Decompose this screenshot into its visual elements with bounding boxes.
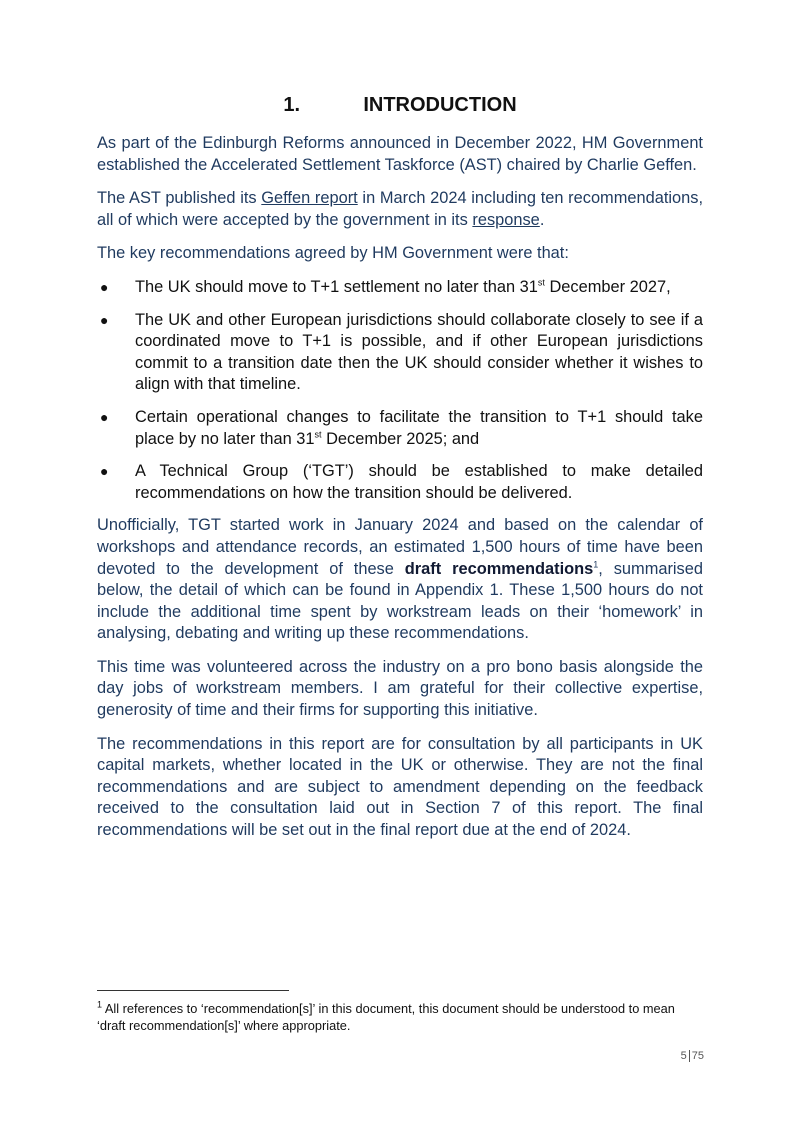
text-segment: Unofficially, TGT started work in January 2024 and based on the calendar of workshops and attendance records, an estimated 1,500 hours of time have been devoted to the development of these: [97, 516, 703, 578]
geffen-report-link[interactable]: Geffen report: [261, 189, 358, 208]
section-number: 1.: [283, 94, 301, 116]
total-pages: 75: [691, 1050, 704, 1062]
bullet-icon: ●: [100, 278, 109, 295]
list-item-text: December 2025; and: [321, 429, 480, 448]
text-segment: .: [539, 210, 545, 229]
body-text: [97, 133, 703, 854]
list-item: [97, 407, 703, 450]
list-item: [97, 310, 703, 396]
list-item: [97, 461, 703, 504]
text-segment: in March 2024 including ten recommendations, all of which were accepted by the government in its: [97, 189, 704, 229]
paragraph-key-recommendations: The key recommendations agreed by HM Government were that:: [97, 244, 569, 263]
section-title: INTRODUCTION: [363, 94, 517, 116]
ordinal-suffix: st: [537, 277, 545, 288]
footnote-marker: 1: [97, 999, 103, 1010]
draft-recommendations-term: draft recommendations: [404, 559, 594, 578]
list-item-text: The UK and other European jurisdictions should collaborate closely to see if a coordinated move to T+1 is possible, and if other European jurisdictions commit to a transition date then the UK should consider whether it wishes to align with that timeline.: [135, 310, 703, 394]
list-item-text: Certain operational changes to facilitate the transition to T+1 should take place by no later than 31: [135, 407, 703, 448]
page-separator: [689, 1050, 690, 1062]
paragraph-consultation: The recommendations in this report are for consultation by all participants in UK capital markets, whether located in the UK or otherwise. They are not the final recommendations and are subject to amendment depending on the feedback received to the consultation laid out in Section 7 of this report. The final recommendations will be set out in the final report due at the end of 2024.: [97, 734, 703, 840]
footnote-reference[interactable]: 1: [593, 559, 599, 570]
footnote: [97, 1000, 703, 1034]
text-segment: The AST published its: [97, 189, 262, 208]
bullet-icon: ●: [100, 408, 109, 425]
text-segment: , summarised below, the detail of which can be found in Appendix 1. These 1,500 hours do not include the additional time spent by workstream leads on their ‘homework’ in analysing, debating and writing up these recommendations.: [97, 559, 703, 643]
paragraph-volunteered: This time was volunteered across the industry on a pro bono basis alongside the day jobs of workstream members. I am grateful for their collective expertise, generosity of time and their firms for supporting this initiative.: [97, 657, 703, 720]
ordinal-suffix: st: [314, 429, 322, 440]
current-page: 5: [680, 1050, 687, 1062]
list-item-text: A Technical Group (‘TGT’) should be established to make detailed recommendations on how the transition should be delivered.: [135, 462, 703, 502]
list-item-text: The UK should move to T+1 settlement no later than 31: [135, 277, 538, 296]
page-number: [640, 1050, 704, 1062]
section-heading: [0, 94, 800, 117]
bullet-icon: ●: [100, 463, 109, 480]
list-item: [97, 277, 703, 299]
response-link[interactable]: response: [472, 210, 540, 229]
paragraph-intro: As part of the Edinburgh Reforms announced in December 2022, HM Government established the Accelerated Settlement Taskforce (AST) chaired by Charlie Geffen.: [97, 134, 703, 174]
list-item-text: December 2027,: [544, 277, 671, 296]
footnote-divider: [97, 990, 289, 991]
bullet-icon: ●: [100, 311, 109, 328]
paragraph-tgt-work: [97, 515, 703, 645]
footnote-text: All references to ‘recommendation[s]’ in this document, this document should be understood to mean ‘draft recommendation[s]’ where appropriate.: [97, 1001, 675, 1033]
paragraph-geffen-report: [97, 188, 703, 231]
recommendations-list: [97, 277, 703, 504]
